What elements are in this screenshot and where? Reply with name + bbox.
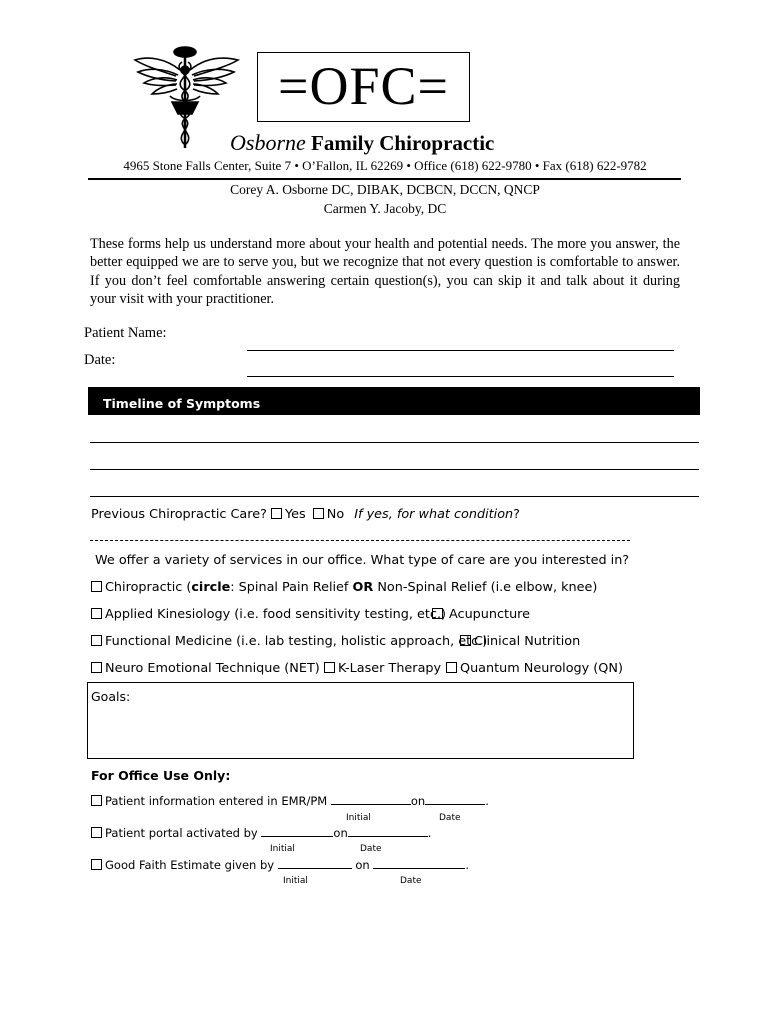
chiropractic-prefix: Chiropractic ( — [105, 580, 192, 595]
emr-checkbox[interactable] — [91, 795, 102, 806]
service-acupuncture — [432, 607, 530, 622]
ofc-brand-box: =OFC= — [257, 52, 470, 122]
gfe-label: Good Faith Estimate given by — [105, 858, 275, 872]
patient-name-label: Patient Name: — [84, 325, 167, 341]
net-label: Neuro Emotional Technique (NET) — [105, 661, 320, 676]
circle-word: circle — [191, 580, 231, 595]
portal-checkbox[interactable] — [91, 827, 102, 838]
emr-on: on — [410, 794, 426, 808]
k-laser-label: K-Laser Therapy — [338, 661, 442, 676]
service-clinical-nutrition — [460, 634, 580, 649]
gfe-checkbox[interactable] — [91, 859, 102, 870]
date-label: Date: — [84, 352, 116, 368]
emr-period: . — [485, 794, 489, 808]
functional-medicine-label: Functional Medicine (i.e. lab testing, holistic approach, etc.) — [105, 634, 488, 649]
practice-name — [230, 130, 494, 156]
gfe-initial-field[interactable] — [278, 858, 352, 869]
gfe-on: on — [355, 858, 370, 872]
previous-care-question: Previous Chiropractic Care? — [91, 507, 267, 522]
service-row-2 — [91, 607, 446, 622]
date-field[interactable] — [247, 376, 674, 377]
portal-date-caption: Date — [360, 844, 382, 854]
k-laser-checkbox[interactable] — [324, 662, 335, 673]
previous-care-yes-checkbox[interactable] — [271, 508, 282, 519]
office-use-heading: For Office Use Only: — [91, 768, 231, 783]
quantum-neurology-checkbox[interactable] — [446, 662, 457, 673]
timeline-line-3[interactable] — [90, 496, 699, 497]
chiropractic-mid: : Spinal Pain Relief — [230, 580, 353, 595]
emr-date-field[interactable] — [425, 794, 485, 805]
caduceus-logo-icon — [130, 40, 245, 152]
applied-kinesiology-label: Applied Kinesiology (i.e. food sensitivity testing, etc.) — [105, 607, 447, 622]
service-row-3 — [91, 634, 487, 649]
previous-care-yes-label: Yes — [285, 507, 306, 522]
portal-period: . — [427, 826, 432, 840]
clinical-nutrition-label: Clinical Nutrition — [474, 634, 581, 649]
chiropractic-checkbox[interactable] — [91, 581, 102, 592]
emr-initial-field[interactable] — [331, 794, 411, 805]
portal-label: Patient portal activated by — [105, 826, 258, 840]
previous-care-no-label: No — [326, 507, 345, 522]
intro-paragraph: These forms help us understand more about your health and potential needs. The more you answer, the better equipped we are to serve you, but we recognize that not every question is comfortable to answer. If you don’t feel comfortable answering certain question(s), you can skip it and talk about it during your visit with your practitioner. — [90, 236, 680, 307]
doctor-credentials-2: Carmen Y. Jacoby, DC — [323, 201, 447, 216]
timeline-line-1[interactable] — [90, 442, 699, 443]
previous-care-no-checkbox[interactable] — [313, 508, 324, 519]
previous-care-condition-field[interactable] — [90, 540, 630, 541]
chiropractic-suffix: Non-Spinal Relief (i.e elbow, knee) — [373, 580, 598, 595]
or-word: OR — [352, 580, 374, 595]
functional-medicine-checkbox[interactable] — [91, 635, 102, 646]
clinical-nutrition-checkbox[interactable] — [460, 635, 471, 646]
portal-on: on — [333, 826, 348, 840]
gfe-date-caption: Date — [400, 876, 422, 886]
practice-address: 4965 Stone Falls Center, Suite 7 • O’Fallon, IL 62269 • Office (618) 622-9780 • Fax (618) 622-9782 — [123, 158, 647, 173]
patient-name-field[interactable] — [247, 350, 674, 351]
practice-name-rest: Family Chiropractic — [311, 131, 495, 155]
applied-kinesiology-checkbox[interactable] — [91, 608, 102, 619]
service-quantum-neurology — [446, 661, 623, 676]
goals-label: Goals: — [91, 689, 131, 704]
net-checkbox[interactable] — [91, 662, 102, 673]
previous-care-followup: If yes, for what condition — [354, 507, 514, 522]
goals-box[interactable] — [87, 682, 634, 759]
emr-initial-caption: Initial — [346, 813, 371, 823]
gfe-row — [91, 858, 469, 872]
timeline-line-2[interactable] — [90, 469, 699, 470]
emr-date-caption: Date — [439, 813, 461, 823]
gfe-date-field[interactable] — [373, 858, 465, 869]
doctor-credentials-1: Corey A. Osborne DC, DIBAK, DCBCN, DCCN, QNCP — [230, 182, 540, 197]
gfe-period: . — [465, 858, 470, 872]
service-k-laser — [324, 661, 441, 676]
services-question: We offer a variety of services in our office. What type of care are you interested in? — [95, 553, 630, 568]
service-chiropractic — [91, 580, 597, 595]
portal-row — [91, 826, 431, 840]
emr-row — [91, 794, 489, 808]
emr-label: Patient information entered in EMR/PM — [105, 794, 328, 808]
header-divider — [88, 178, 681, 180]
portal-initial-field[interactable] — [261, 826, 333, 837]
previous-care-row — [91, 507, 520, 522]
quantum-neurology-label: Quantum Neurology (QN) — [460, 661, 623, 676]
timeline-heading-bar: Timeline of Symptoms — [88, 387, 700, 415]
service-net — [91, 661, 320, 676]
practice-name-script: Osborne — [230, 130, 306, 155]
acupuncture-label: Acupuncture — [449, 607, 531, 622]
acupuncture-checkbox[interactable] — [432, 608, 443, 619]
portal-initial-caption: Initial — [270, 844, 295, 854]
portal-date-field[interactable] — [348, 826, 428, 837]
previous-care-question-mark: ? — [513, 507, 520, 522]
gfe-initial-caption: Initial — [283, 876, 308, 886]
